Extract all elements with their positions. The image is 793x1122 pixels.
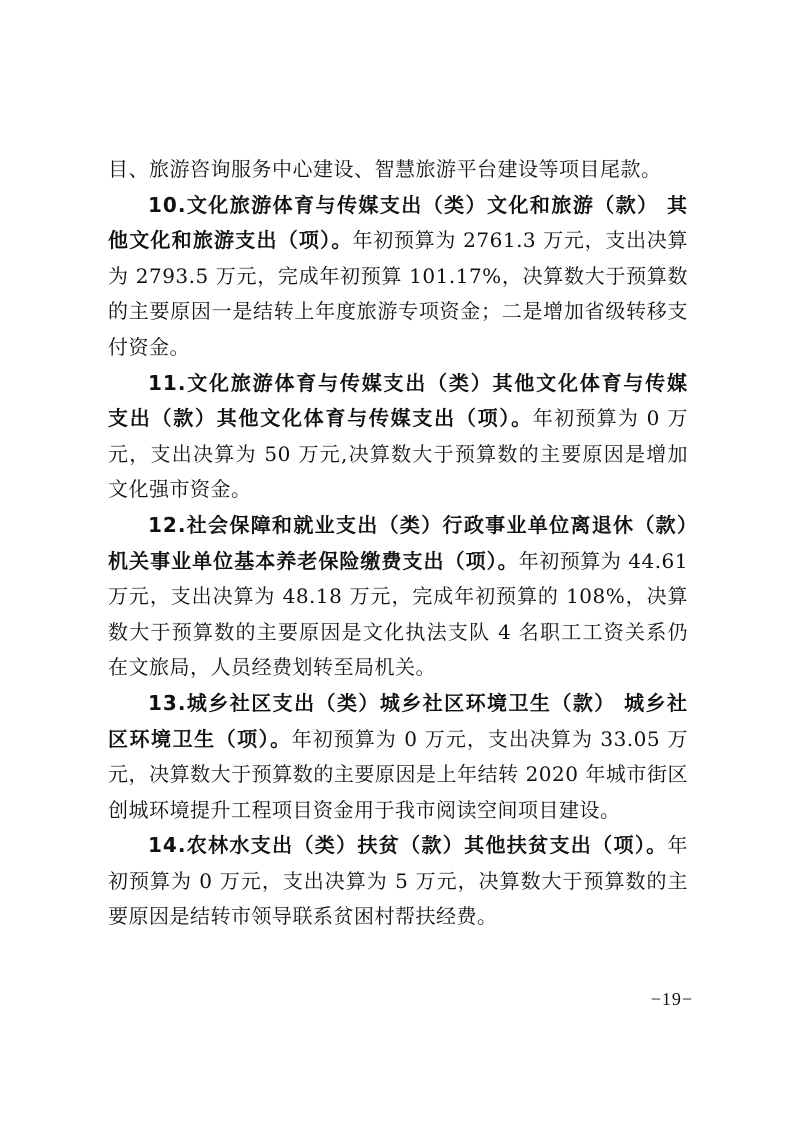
paragraph-heading: 11.文化旅游体育与传媒支出（类）其他文化体育与传媒支出（款）其他文化体育与传媒支出（项）。	[108, 370, 688, 431]
page-number: −19−	[650, 989, 693, 1009]
paragraph-item-10	[108, 188, 688, 366]
paragraph-heading: 10.文化旅游体育与传媒支出（类）文化和旅游（款） 其他文化和旅游支出（项）。	[108, 192, 688, 253]
paragraph-heading: 14.农林水支出（类）扶贫（款）其他扶贫支出（项）。	[148, 833, 668, 858]
paragraph-item-11	[108, 366, 688, 508]
paragraph-body: 目、旅游咨询服务中心建设、智慧旅游平台建设等项目尾款。	[108, 157, 662, 181]
paragraph-body: 年初预算为 44.61 万元，支出决算为 48.18 万元，完成年初预算的 108%，决算数大于预算数的主要原因是文化执法支队 4 名职工工资关系仍在文旅局，人员经费划转至局机关。	[108, 548, 689, 680]
paragraph-body: 年初预算为 0 万元，支出决算为 33.05 万元，决算数大于预算数的主要原因是上年结转 2020 年城市街区创城环境提升工程项目资金用于我市阅读空间项目建设。	[108, 726, 688, 822]
paragraph-item-13	[108, 686, 688, 828]
paragraph-item-14	[108, 828, 688, 935]
paragraph-item-12	[108, 508, 688, 686]
paragraph-body: 年初预算为 2761.3 万元，支出决算为 2793.5 万元，完成年初预算 101.17%，决算数大于预算数的主要原因一是结转上年度旅游专项资金；二是增加省级转移支付资金。	[108, 228, 688, 359]
paragraph-heading: 12.社会保障和就业支出（类）行政事业单位离退休（款）机关事业单位基本养老保险缴费支出（项）。	[108, 512, 688, 573]
paragraph-body: 年初预算为 0 万元，支出决算为 5 万元，决算数大于预算数的主要原因是结转市领导联系贫困村帮扶经费。	[108, 833, 688, 929]
paragraph-heading: 13.城乡社区支出（类）城乡社区环境卫生（款） 城乡社区环境卫生（项）。	[108, 690, 688, 751]
paragraph-continuation	[108, 152, 688, 188]
document-body	[108, 152, 688, 935]
paragraph-body: 年初预算为 0 万元，支出决算为 50 万元,决算数大于预算数的主要原因是增加文化强市资金。	[108, 406, 688, 502]
